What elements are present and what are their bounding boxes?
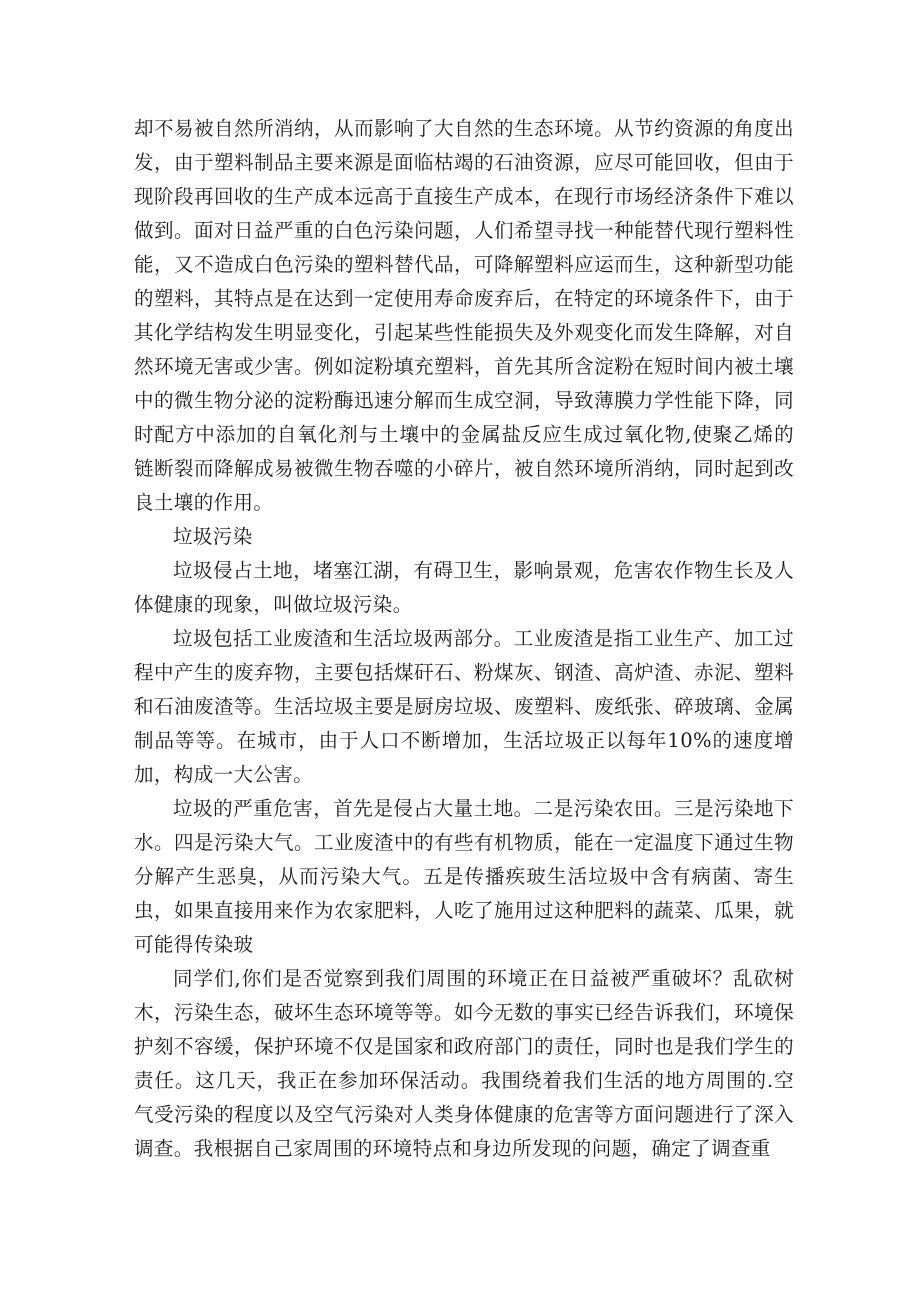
paragraph-plastic-degradation: 却不易被自然所消纳，从而影响了大自然的生态环境。从节约资源的角度出发，由于塑料制品主要来源是面临枯竭的石油资源，应尽可能回收，但由于现阶段再回收的生产成本远高于直接生产成本，在现行市场经济条件下难以做到。面对日益严重的白色污染问题，人们希望寻找一种能替代现行塑料性能，又不造成白色污染的塑料替代品，可降解塑料应运而生，这种新型功能的塑料，其特点是在达到一定使用寿命废弃后，在特定的环境条件下，由于其化学结构发生明显变化，引起某些性能损失及外观变化而发生降解，对自然环境无害或少害。例如淀粉填充塑料，首先其所含淀粉在短时间内被土壤中的微生物分泌的淀粉酶迅速分解而生成空洞，导致薄膜力学性能下降，同时配方中添加的自氧化剂与土壤中的金属盐反应生成过氧化物,使聚乙烯的链断裂而降解成易被微生物吞噬的小碎片，被自然环境所消纳，同时起到改良土壤的作用。 bbox=[134, 117, 794, 514]
paragraph-garbage-types: 垃圾包括工业废渣和生活垃圾两部分。工业废渣是指工业生产、加工过程中产生的废弃物，主要包括煤矸石、粉煤灰、钢渣、高炉渣、赤泥、塑料和石油废渣等。生活垃圾主要是厨房垃圾、废塑料、废纸张、碎玻璃、金属制品等等。在城市，由于人口不断增加，生活垃圾正以每年10%的速度增加，构成一大公害。 bbox=[134, 627, 794, 786]
section-heading-garbage-pollution: 垃圾污染 bbox=[173, 525, 253, 548]
paragraph-garbage-definition: 垃圾侵占土地，堵塞江湖，有碍卫生，影响景观，危害农作物生长及人体健康的现象，叫做垃圾污染。 bbox=[134, 559, 794, 616]
paragraph-environment-investigation: 同学们,你们是否觉察到我们周围的环境正在日益被严重破坏？乱砍树木，污染生态，破坏生态环境等等。如今无数的事实已经告诉我们，环境保护刻不容缓，保护环境不仅是国家和政府部门的责任，同时也是我们学生的责任。这几天，我正在参加环保活动。我围绕着我们生活的地方周围的.空气受污染的程度以及空气污染对人类身体健康的危害等方面问题进行了深入调查。我根据自己家周围的环境特点和身边所发现的问题，确定了调查重 bbox=[134, 967, 794, 1160]
paragraph-garbage-hazards: 垃圾的严重危害，首先是侵占大量土地。二是污染农田。三是污染地下水。四是污染大气。工业废渣中的有些有机物质，能在一定温度下通过生物分解产生恶臭，从而污染大气。五是传播疾玻生活垃圾中含有病菌、寄生虫，如果直接用来作为农家肥料，人吃了施用过这种肥料的蔬菜、瓜果，就可能得传染玻 bbox=[134, 797, 794, 956]
document-body bbox=[134, 112, 794, 1166]
